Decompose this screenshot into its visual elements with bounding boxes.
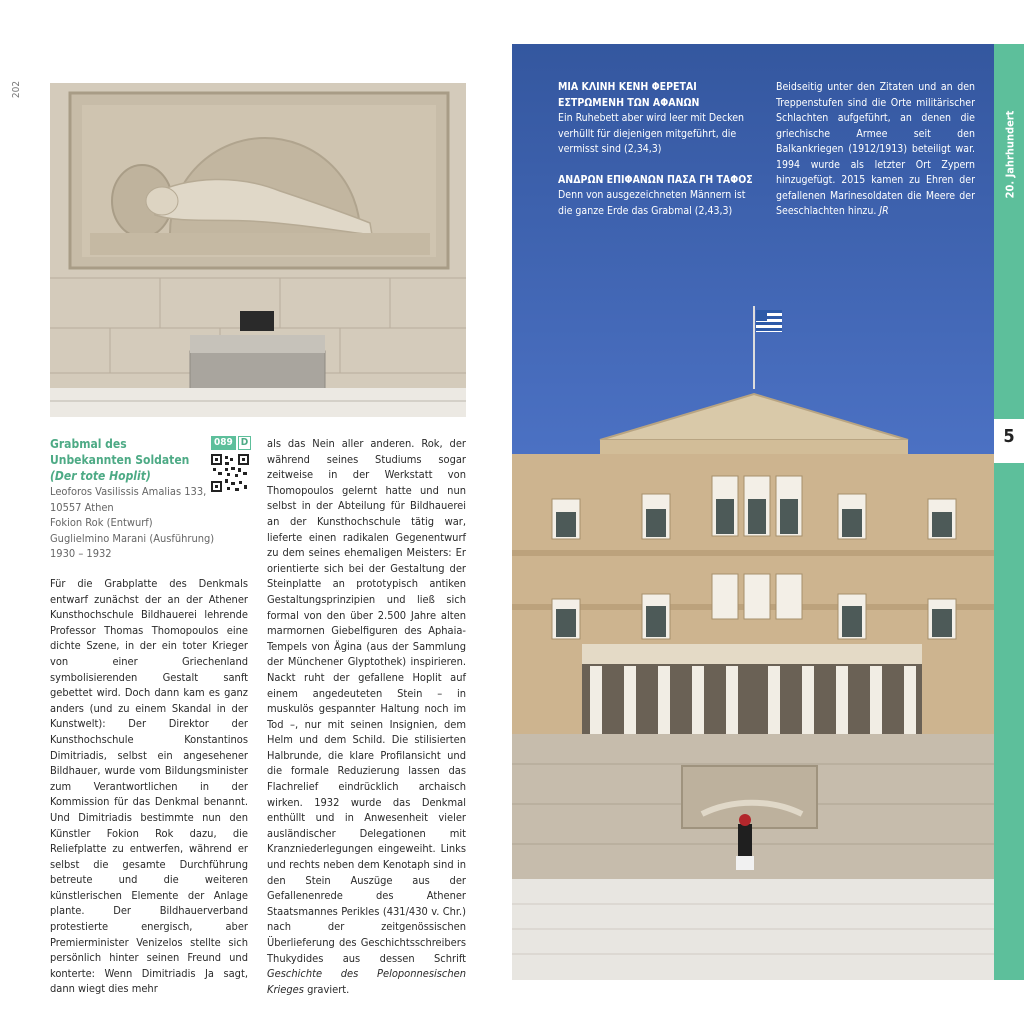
author-initials: JR bbox=[879, 205, 889, 217]
quote2-greek: ΑΝΔΡΩΝ ΕΠΙΦΑΝΩΝ ΠΑΣΑ ΓΗ ΤΑΦΟΣ bbox=[558, 173, 753, 186]
entry-meta bbox=[50, 484, 250, 562]
quotes-column bbox=[558, 80, 758, 219]
badge-letter: D bbox=[238, 436, 251, 450]
entry-title-line1: Grabmal des bbox=[50, 437, 127, 451]
battles-note bbox=[776, 80, 975, 220]
badge-number: 089 bbox=[211, 436, 236, 450]
relief-photo bbox=[50, 83, 466, 417]
body-column-1: Für die Grabplatte des Denkmals entwarf zunächst der an der Athener Kunsthochschule Bildhauerei lehrende Professor Thomas Thomopoulos eine dichte Szene, in der ein toter Krieger von einer Griechenland symbolisierenden Gestalt sanft gebettet wird. Doch dann kam es ganz anders (und zu einem Skandal in der Kunstwelt): Der Direktor der Kunsthochschule Konstantinos Dimitriadis, selbst ein angesehener Bildhauer, wurde vom Bildungsminister zum Verantwortlichen in der Kommission für das Denkmal benannt. Und Dimitriadis bestimmte nun den Künstler Fokion Rok dazu, die Reliefplatte zu entwerfen, während er selbst die gesamte Durchführung betreute und die weiteren künstlerischen Elemente der Anlage plante. Der Bildhauerverband protestierte energisch, aber Premierminister Venizelos stellte sich persönlich hinter seinen Freund und konterte: Wenn Dimitriadis Ja sagt, dann wiegt dies mehr bbox=[50, 577, 248, 996]
entry-title-line2: Unbekannten Soldaten bbox=[50, 453, 190, 467]
battles-text: Beidseitig unter den Zitaten und an den Treppenstufen sind die Orte militärischer Schlachten aufgeführt, an denen die griechische Armee seit den Balkankriegen (1912/1913) beteiligt war. 1994 wurde als letzter Ort Zypern hinzugefügt. 2015 kamen zu Ehren der gefallenen Marinesoldaten die Meere der Seeschlachten hinzu. bbox=[776, 81, 975, 217]
book-title: Geschichte des Peloponnesischen Krieges bbox=[267, 967, 466, 996]
entry-badge bbox=[211, 436, 251, 450]
entry-title bbox=[50, 436, 200, 484]
chapter-number: 5 bbox=[1003, 426, 1015, 447]
address-line1: Leoforos Vasilissis Amalias 133, bbox=[50, 485, 207, 498]
quote1-translation: Ein Ruhebett aber wird leer mit Decken verhüllt für diejenigen mitgeführt, die vermisst sind (2,34,3) bbox=[558, 112, 745, 155]
entry-subtitle: (Der tote Hoplit) bbox=[50, 469, 151, 483]
body-column-2-end: graviert. bbox=[303, 982, 350, 996]
page-number-left: 202 bbox=[11, 80, 23, 99]
quote2-translation: Denn von ausgezeichneten Männern ist die ganze Erde das Grabmal (2,43,3) bbox=[558, 189, 746, 217]
artist-design: Fokion Rok (Entwurf) bbox=[50, 516, 153, 529]
body-column-2 bbox=[267, 436, 466, 997]
quote1-greek: ΜΙΑ ΚΛΙΝΗ ΚΕΝΗ ΦΕΡΕΤΑΙ ΕΣΤΡΩΜΕΝΗ ΤΩΝ ΑΦΑΝΩΝ bbox=[558, 81, 700, 109]
address-line2: 10557 Athen bbox=[50, 500, 114, 514]
artist-execution: Guglielmino Marani (Ausführung) bbox=[50, 531, 215, 545]
entry-years: 1930 – 1932 bbox=[50, 547, 112, 560]
body-column-2-text: als das Nein aller anderen. Rok, der während seines Studiums sogar zeitweise in der Werkstatt von Thomopoulos gelernt hatte und nun selbst in der Abteilung für Bildhauerei an der Kunsthochschule tätig war, lieferte einen radikalen Gegenentwurf zu dem seines ehemaligen Meisters: Er orientierte sich bei der Gestaltung der Steinplatte an prototypisch antiken Gestaltungsprinzipien und ließ sich formal von den über 2.500 Jahre alten marmornen Giebelfiguren des Aphaia-Tempels von Ägina (aus der Sammlung der Münchener Glyptothek) inspirieren. Nackt ruht der gefallene Hoplit auf einem angedeuteten Stein – in muskulös gespannter Haltung noch im Tod –, nur mit seinen Insignien, dem Helm und dem Schild. Die stilisierten Halbrunde, die klare Profilansicht und die formale Reduzierung lassen das Flachrelief eindrücklich archaisch wirken. 1932 wurde das Denkmal enthüllt und in Anwesenheit vieler ausländischer Delegationen mit Kranzniederlegungen eingeweiht. Links und rechts neben dem Kenotaph sind in den Stein Auszüge aus der Gefallenenrede des Athener Staatsmannes Perikles (431/430 v. Chr.) nach der zeitgenössischen Überlieferung des Geschichtsschreibers Thukydides aus dessen Schrift bbox=[267, 437, 466, 965]
chapter-label: 20. Jahrhundert bbox=[1003, 110, 1017, 199]
